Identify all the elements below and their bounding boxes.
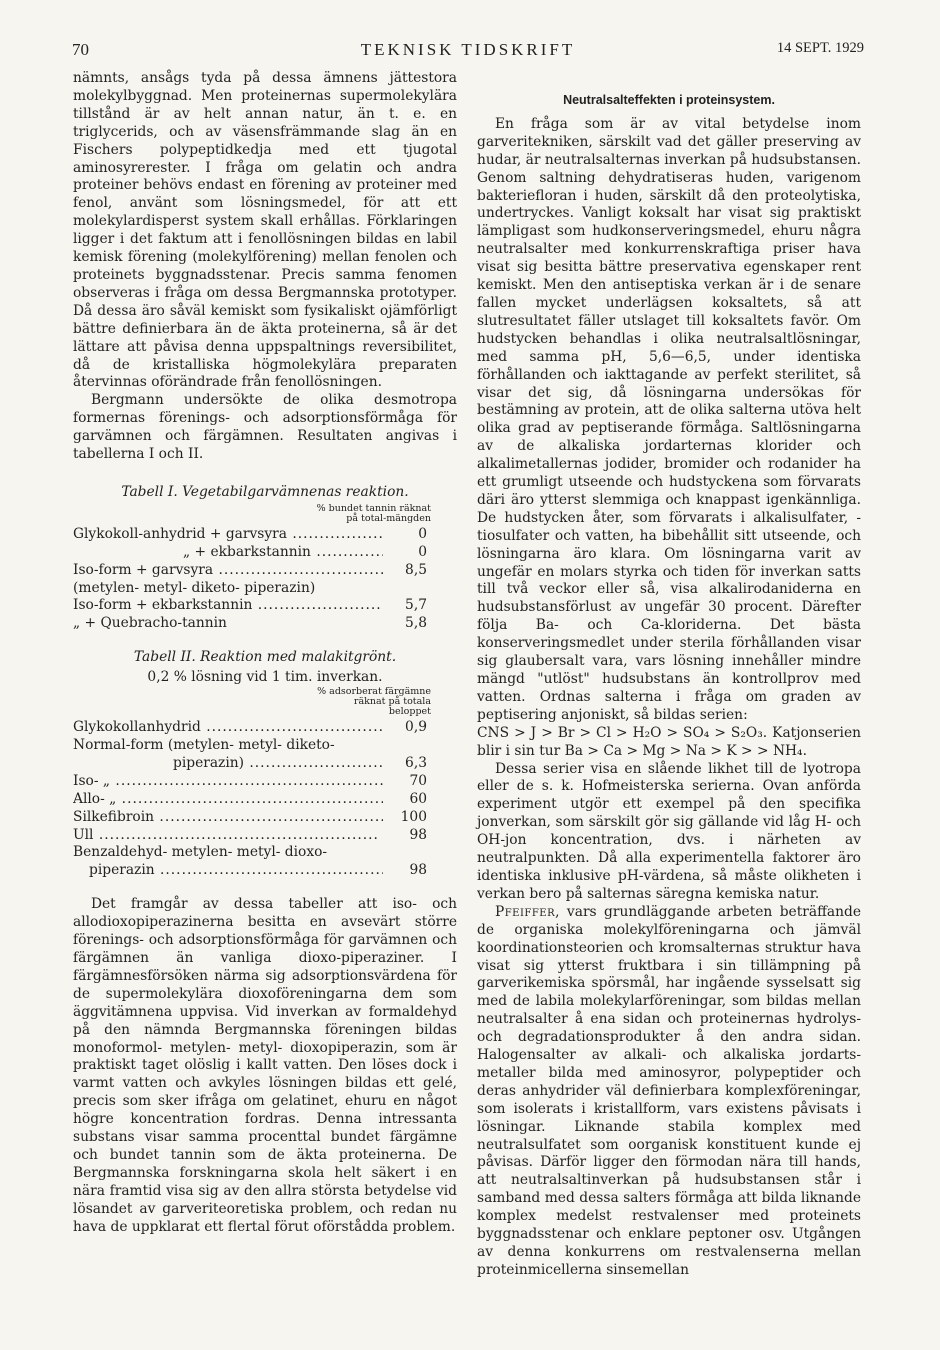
page-number: 70 bbox=[72, 40, 89, 59]
table-row: Glykokoll-anhydrid + garvsyra ..... 0 bbox=[73, 526, 457, 544]
table-row: Iso-form + garvsyra ..... 8,5 bbox=[73, 562, 457, 580]
table-row: piperazin) ..... 6,3 bbox=[73, 755, 457, 773]
table-row: Iso-form + ekbarkstannin ..... 5,7 bbox=[73, 597, 457, 615]
table-column-header: % adsorberat färgämne räknat på totala beloppet bbox=[317, 686, 431, 718]
table-row: Normal-form (metylen- metyl- diketo- bbox=[73, 737, 335, 753]
table-row: Allo- „ ..... 60 bbox=[73, 791, 457, 809]
table-row: Ull ..... 98 bbox=[73, 827, 457, 845]
issue-date: 14 SEPT. 1929 bbox=[776, 40, 864, 56]
table-row: piperazin ..... 98 bbox=[73, 862, 457, 880]
anion-series bbox=[477, 725, 861, 761]
table-row: „ + ekbarkstannin ..... 0 bbox=[73, 544, 457, 562]
table-caption: Tabell I. Vegetabilgarvämnenas reaktion. bbox=[121, 483, 409, 500]
cation-series-label: Katjonserien blir i sin tur bbox=[477, 724, 861, 759]
paragraph: Pfeiffer, vars grundläggande arbeten beträffande de organiska molekylföreningarna och jämväl koordinationsteorien och kromsalternas struktur hava visat sig ytterst fruktbara i sin tillämpning på garverikemiska spörsmål, har ingående sysselsatt sig med de labila molekylarföreningar, som bildas mellan neutralsalter å ena sidan och proteinernas hydrolys- och degradationsprodukter å den andra sidan. Halogensalter av alkali- och alkaliska jordarts-metaller bilda med aminosyror, polypeptider och deras anhydrider väl definierbara komplexföreningar, som isolerats i kristallform, vars existens påvisats i lösningar. Liknande stabila komplex med neutralsulfatet som oorganisk konstituent kunde ej påvisas. Därför ligger den förmodan nära till hands, att neutralsaltinverkan på hudsubstansen står i samband med dessa salters förmåga att bilda liknande komplex medelst restvalenser med proteinets byggnadsstenar och enklare peptoner osv. Utgången av denna konkurrens om restvalenserna mellan proteinmicellerna sinsemellan bbox=[477, 903, 861, 1278]
table-caption: Tabell II. Reaktion med malakitgrönt. bbox=[133, 649, 397, 666]
paragraph: Dessa serier visa en slående likhet till de lyotropa eller de s. k. Hofmeisterska serierna. Ovan anförda experiment utgör ett exempel på den specifika jonverkan, som särskilt gör sig gällande vid låg H- och OH-jon koncentration, dvs. i närheten av neutralpunkten. Då alla experimentella faktorer äro identiska inklusive pH-värdena, så måste olikheten i verkan bero på salternas säregna kemiska natur. bbox=[477, 760, 861, 902]
paragraph: En fråga som är av vital betydelse inom garveritekniken, särskilt vad det gäller preserving av hudar, är neutralsalternas inverkan på hudsubstansen. Genom saltning dehydratiseras huden, varigenom bakteriefloran i huden, särskilt då den proteolytiska, undertryckes. Vanligt koksalt har visat sig praktiskt lämpligast som hudkonserveringsmedel, ehuru några neutralsalter med konkurrenskraftiga priser hava visat sig besitta bättre preservativa egenskaper rent kemiskt. Men den antiseptiska verkan är i de senare fallen mycket underlägsen koksaltets, så att slutresultatet fäller utslaget till koksaltets favör. Om hudstycken behandlas i olika neutralsaltlösningar, med samma pH, 5,6—6,5, under identiska förhållanden och iakttagande av perfekt sterilitet, så visar det sig, då lösningarna undersökas för bestämning av protein, att de olika salterna utöva helt olika grad av peptiserande förmåga. Saltlösningarna av de alkaliska jordarternas klorider och alkalimetallernas jodider, bromider och rodanider ha ett grumligt utseende och hudstyckena som förvarats däri äro ytterst slemmiga och knappast igenkännliga. De hudstycken åter, som förvarats i alkalisulfater, -tiosulfater och vatten, ha bibehållit sitt utseende, och lösningarna äro klara. Om lösningarna varit av ungefär en molars styrka och tiden för inverkan satts till två veckor eller så, visa alkalirodaniderna en hudsubstansförlust av ungefär 30 procent. Därefter följa Ba- och Ca-kloriderna. Det bästa konserveringsmedlet under sterila förhållanden visar sig glaubersalt vara, vars lösning innehåller mindre mängd "utlöst" hudsubstans än kontrollprov med vatten. Ordnas salterna i fråga om graden av peptisering anjoniskt, så bildas serien: bbox=[477, 115, 862, 723]
table-subcaption: 0,2 % lösning vid 1 tim. inverkan. bbox=[147, 669, 383, 686]
author-name: Pfeiffer bbox=[494, 903, 556, 920]
table-row: Benzaldehyd- metylen- metyl- dioxo- bbox=[73, 844, 328, 861]
right-column bbox=[477, 70, 861, 1280]
left-column bbox=[73, 70, 457, 1236]
table-1 bbox=[73, 484, 457, 633]
table-2 bbox=[73, 649, 457, 880]
paragraph: nämnts, ansågs tyda på dessa ämnens jättestora molekylbyggnad. Men proteinernas supermolekylära tillstånd är av helt annan natur, än t. e. en triglycerids, och av väsensfrämmande slag än en Fischers polypeptidkedja med ett tjugotal aminosyrerester. I fråga om gelatin och andra proteiner behövs endast en förening av proteiner med fenol, använt som lösningsmedel, för att ett molekylardisperst system skall erhållas. Förklaringen ligger i det faktum att i fenollösningen bildas en labil kemisk förening (molekylförening) mellan fenolen och proteinets byggnadsstenar. Precis samma fenomen observeras i fråga om dessa Bergmannska prototyper. Då dessa äro såväl kemiskt som fysikaliskt ojämförligt bättre definierbara än de äkta proteinerna, så är det lättare att påvisa denna uppspaltnings reversibilitet, då de kristalliska högmolekylära preparaten återvinnas oförändrade från fenollösningen. bbox=[73, 70, 457, 391]
table-row: Iso- „ ..... 70 bbox=[73, 773, 457, 791]
section-heading: Neutralsalteffekten i proteinsystem. bbox=[563, 93, 775, 107]
paragraph: Bergmann undersökte de olika desmotropa formernas förenings- och adsorptionsförmåga för garvämnen och färgämnen. Resultaten angivas i tabellerna I och II. bbox=[73, 392, 457, 463]
table-row: Glykokollanhydrid ..... 0,9 bbox=[73, 719, 457, 737]
anion-series-formula: CNS > J > Br > Cl > H₂O > SO₄ > S₂O₃. bbox=[477, 724, 768, 741]
paragraph: Det framgår av dessa tabeller att iso- och allodioxopiperazinerna besitta en avsevärt större förenings- och adsorptionsförmåga för garvämnen och färgämnen än vanliga dioxo-piperaziner. I färgämnesförsöken närma sig adsorptionsvärdena för de supermolekylära dioxoföreningarna dem som äggvitämnena uppvisa. Vid inverkan av formaldehyd på den nämnda Bergmannska föreningen bildas monoformol- metylen- metyl- dioxopiperazin, som är praktiskt taget olöslig i kallt vatten. Den löses dock i varmt vatten och avkyles lösningen bildas ett gelé, precis som sker ifråga om gelatinet, ehuru en något högre koncentration fordras. Denna intressanta substans visar samma procenttal bundet färgämne och bundet tannin som de äkta proteinerna. De Bergmannska forskningarna skola helt säkert i en nära framtid visa sig av den allra största betydelse vid lösandet av garveriteoretiska problem, och redan nu hava de uppklarat ett flertal förut oförstådda problem. bbox=[73, 896, 457, 1235]
table-row: (metylen- metyl- diketo- piperazin) bbox=[73, 579, 316, 596]
page-header bbox=[72, 40, 864, 66]
table-row: „ + Quebracho-tannin 5,8 bbox=[73, 615, 427, 632]
journal-title: TEKNISK TIDSKRIFT bbox=[360, 40, 576, 59]
table-row: Silkefibroin ..... 100 bbox=[73, 809, 457, 827]
table-column-header: % bundet tannin räknat på total-mängden bbox=[316, 502, 431, 524]
cation-series-formula: Ba > Ca > Mg > Na > K > > NH₄. bbox=[564, 742, 807, 759]
